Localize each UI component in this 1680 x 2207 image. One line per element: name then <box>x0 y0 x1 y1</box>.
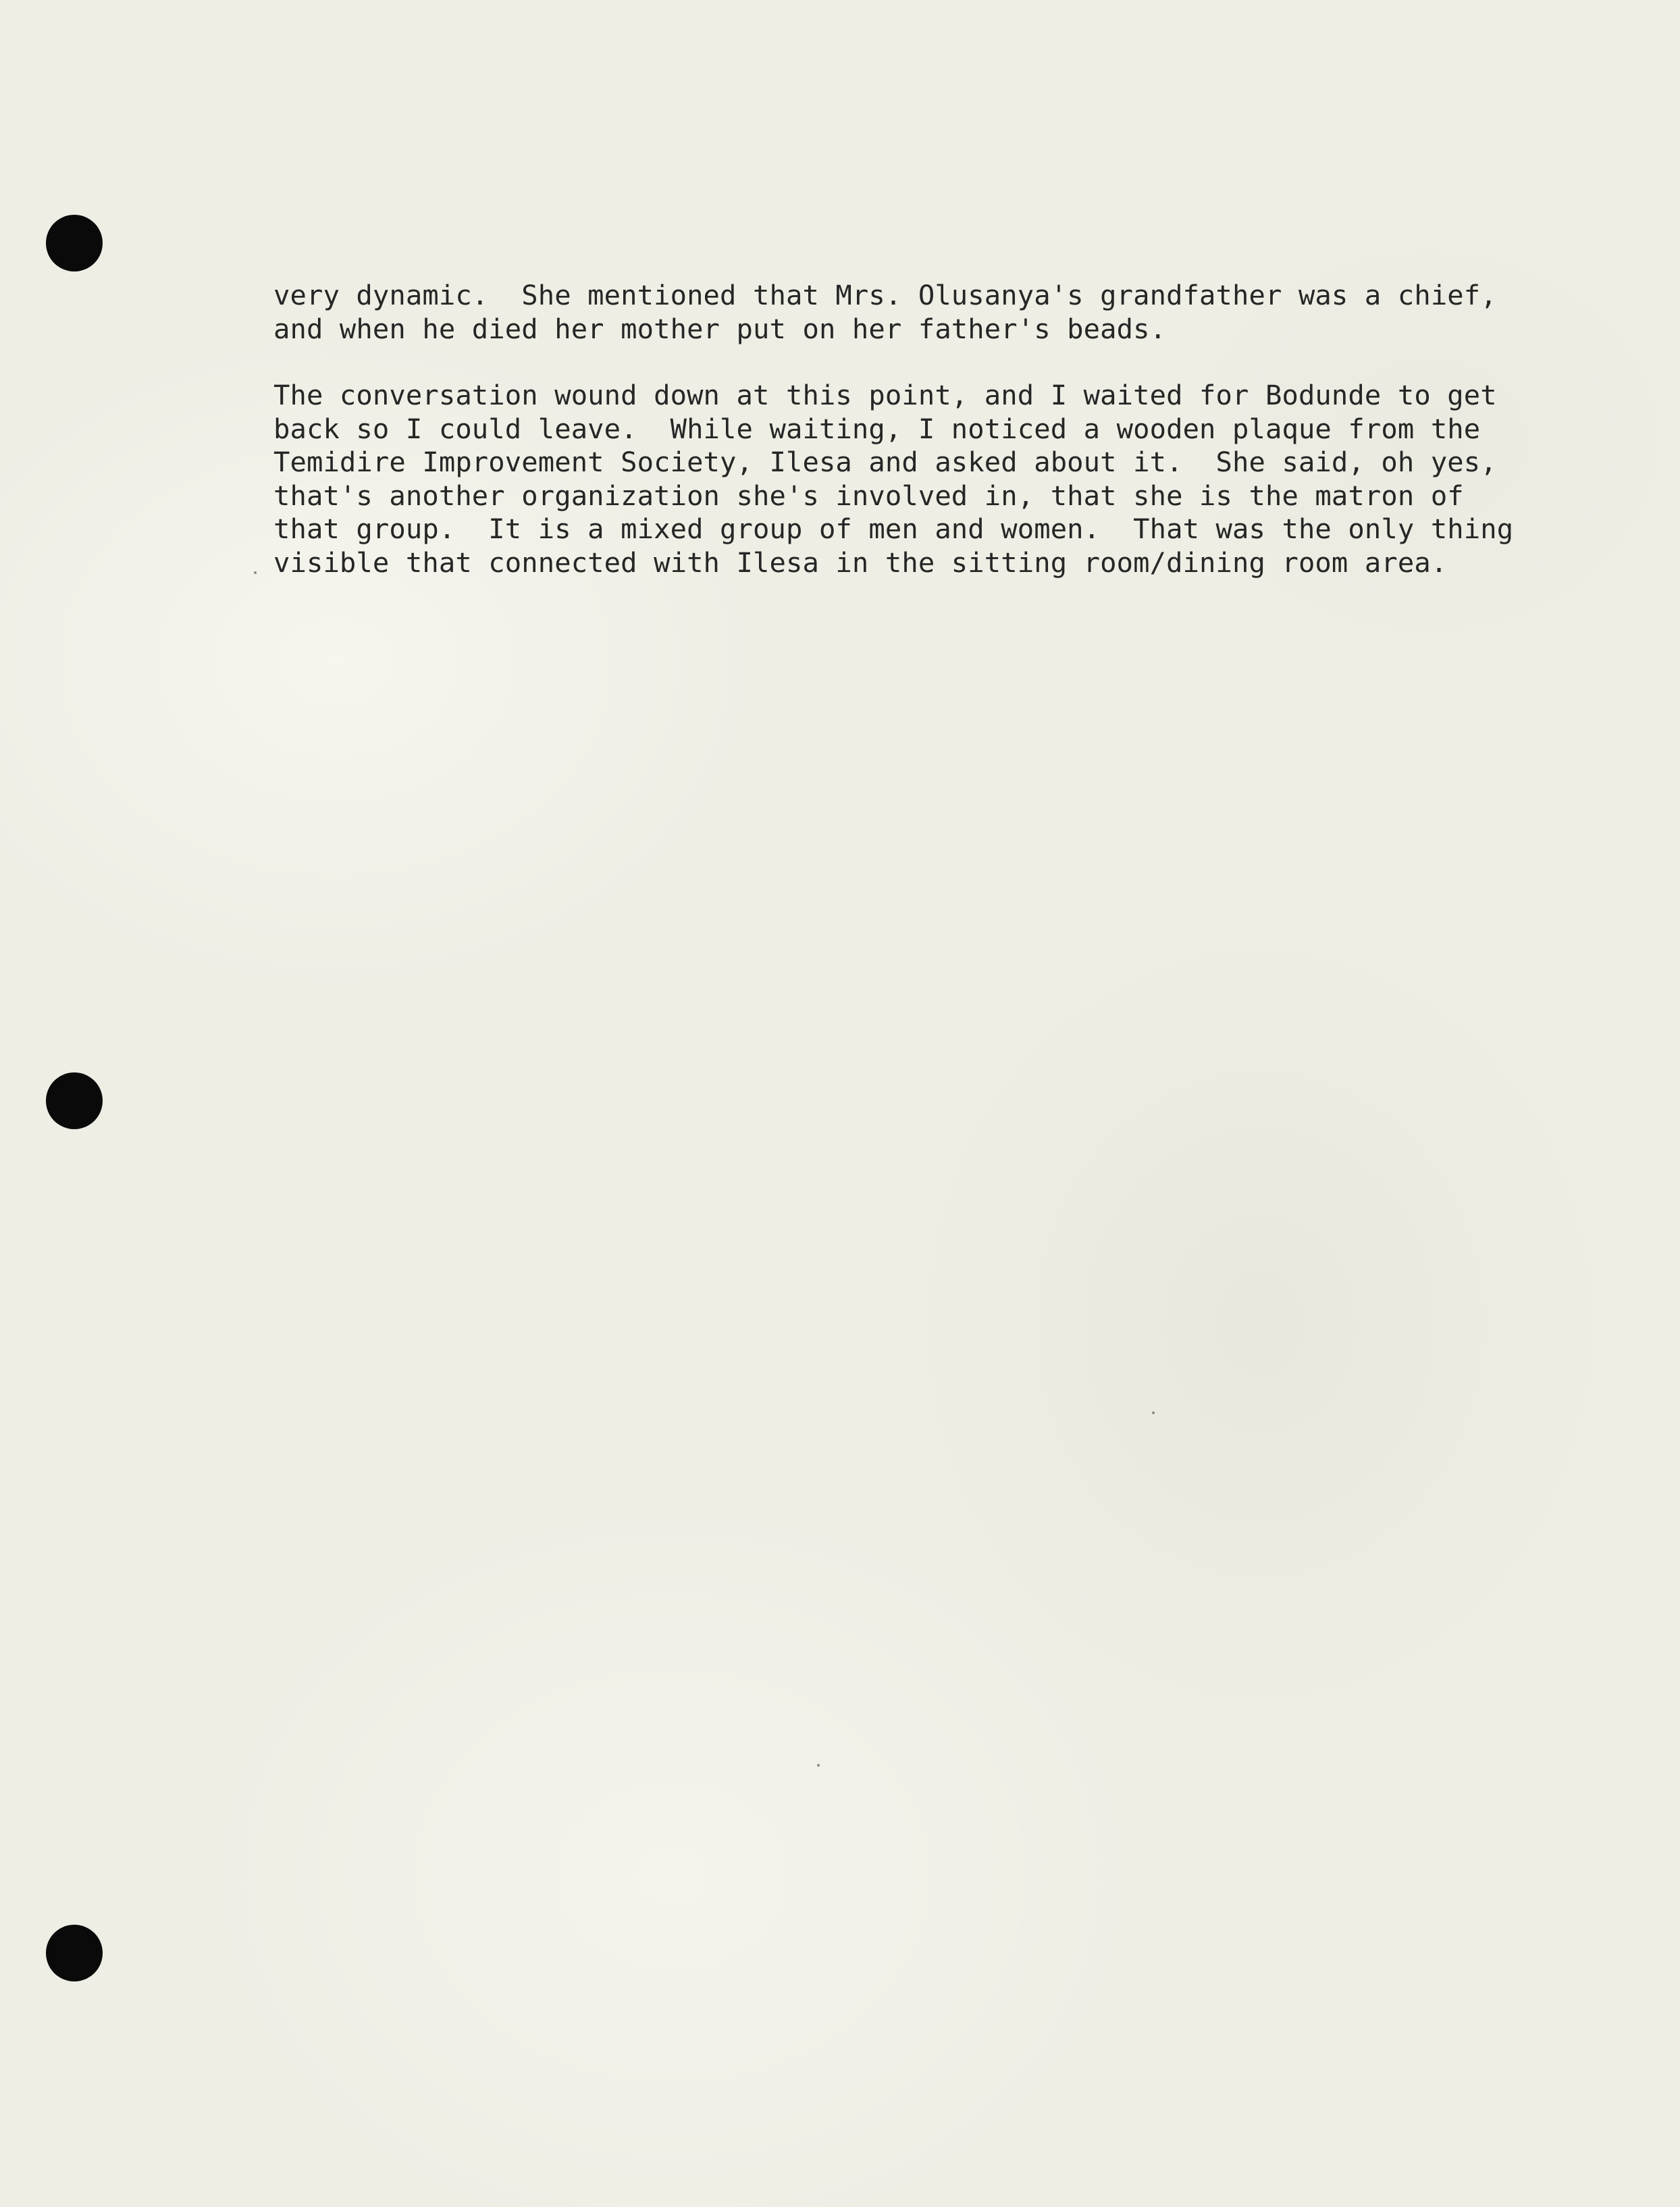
text-line: and when he died her mother put on her father's beads. <box>273 312 1167 345</box>
typed-text-block <box>273 279 1556 579</box>
paper-speck <box>1152 1411 1155 1414</box>
text-line: very dynamic. She mentioned that Mrs. Olusanya's grandfather was a chief, <box>273 279 1497 311</box>
text-line: visible that connected with Ilesa in the sitting room/dining room area. <box>273 546 1448 579</box>
punch-hole-bottom <box>46 1925 103 1981</box>
text-line: back so I could leave. While waiting, I noticed a wooden plaque from the <box>273 412 1481 445</box>
paragraph-2 <box>273 379 1556 579</box>
text-line: that group. It is a mixed group of men and women. That was the only thing <box>273 513 1514 545</box>
paper-speck <box>254 571 257 574</box>
punch-hole-middle <box>46 1072 103 1129</box>
text-line: that's another organization she's involved in, that she is the matron of <box>273 479 1464 512</box>
punch-hole-top <box>46 215 103 271</box>
text-line: Temidire Improvement Society, Ilesa and asked about it. She said, oh yes, <box>273 446 1497 478</box>
text-line: The conversation wound down at this point, and I waited for Bodunde to get <box>273 379 1497 411</box>
paragraph-1 <box>273 279 1556 346</box>
paper-speck <box>817 1764 820 1767</box>
